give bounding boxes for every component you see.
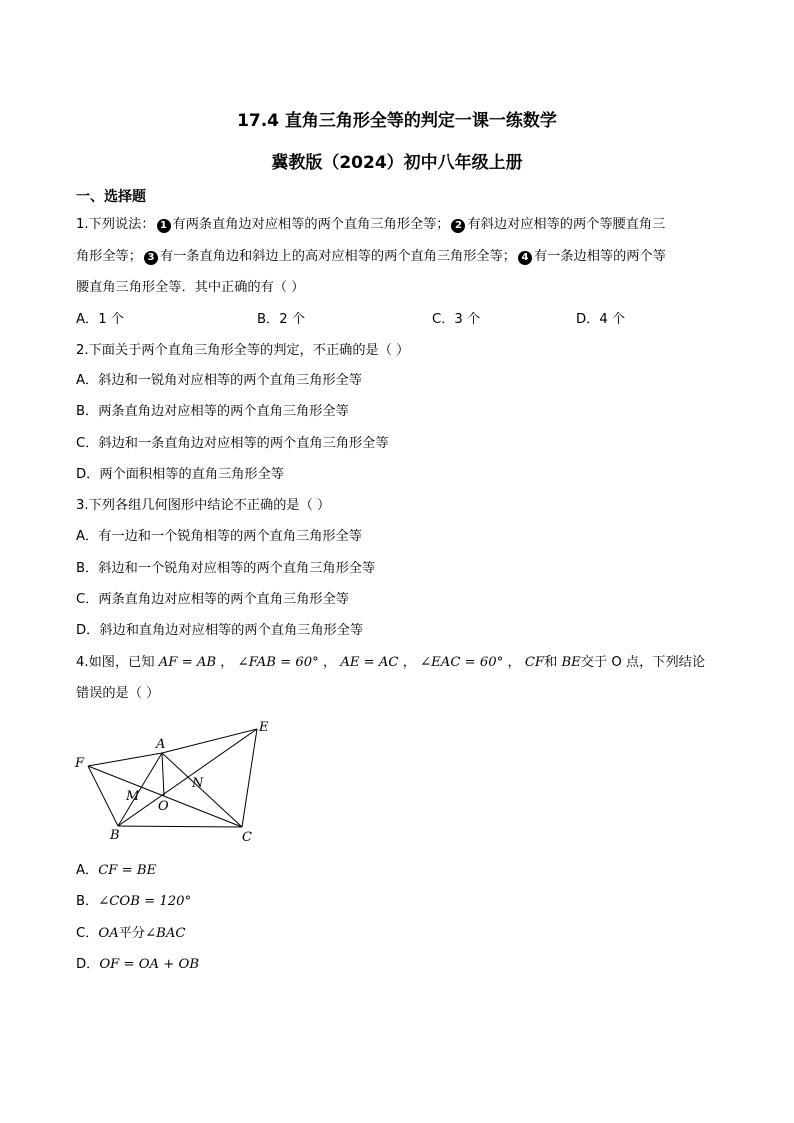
q4-option-a-math: CF = BE xyxy=(98,863,157,878)
segment-fb xyxy=(88,766,118,826)
q4-sep-1: ， xyxy=(220,655,234,670)
label-e: E xyxy=(259,720,269,735)
question-4-stem-line-2: 错误的是（ ） xyxy=(76,686,160,701)
question-1-line-3: 腰直角三角形全等．其中正确的有（ ） xyxy=(76,280,305,295)
q3-option-d[interactable]: D．斜边和直角边对应相等的两个直角三角形全等 xyxy=(76,623,364,638)
segment-fc xyxy=(88,766,242,827)
question-1-line-1 xyxy=(76,216,665,234)
q4-option-d-prefix: D． xyxy=(76,957,100,972)
q2-option-d[interactable]: D．两个面积相等的直角三角形全等 xyxy=(76,467,284,482)
q4-stem-suffix: 交于 O 点，下列结论 xyxy=(580,655,706,670)
q4-stem-prefix: 4.如图，已知 xyxy=(76,655,155,670)
segment-be xyxy=(118,729,257,826)
q4-sep-2: ， xyxy=(322,655,337,670)
q4-option-c-math-2: ∠BAC xyxy=(145,926,186,941)
circled-number-1: 1 xyxy=(157,219,171,233)
q4-math-5: CF xyxy=(524,655,545,670)
segment-ec xyxy=(242,729,257,827)
q4-math-1: AF = AB xyxy=(158,655,217,670)
q1-prefix: 1.下列说法： xyxy=(76,217,155,232)
circled-number-3: 3 xyxy=(144,251,158,265)
q4-option-b-math: ∠COB = 120° xyxy=(98,894,192,909)
circled-number-2: 2 xyxy=(451,219,465,233)
q4-option-d[interactable] xyxy=(76,956,199,974)
q3-option-c[interactable]: C．两条直角边对应相等的两个直角三角形全等 xyxy=(76,592,349,607)
label-a: A xyxy=(156,737,166,752)
q4-sep-4: ， xyxy=(507,655,521,670)
section-heading: 一、选择题 xyxy=(76,189,146,205)
q4-and: 和 xyxy=(544,655,558,670)
q4-option-d-math: OF = OA + OB xyxy=(99,957,200,972)
label-f: F xyxy=(75,756,85,771)
label-b: B xyxy=(110,828,120,843)
q4-option-c-prefix: C． xyxy=(76,926,99,941)
q1-option-c[interactable]: C．3 个 xyxy=(432,312,481,327)
geometry-figure xyxy=(70,715,290,845)
q4-option-b[interactable] xyxy=(76,893,191,911)
segment-ao xyxy=(162,753,164,796)
q1-statement-1: 有两条直角边对应相等的两个直角三角形全等； xyxy=(172,217,450,232)
q1-option-b[interactable]: B．2 个 xyxy=(257,312,306,327)
q4-sep-3: ， xyxy=(402,655,416,670)
label-c: C xyxy=(242,830,252,845)
q4-option-c-math: OA xyxy=(98,926,119,941)
q4-math-3: AE = AC xyxy=(340,655,399,670)
page-title: 17.4 直角三角形全等的判定一课一练数学 xyxy=(237,111,557,131)
q1-statement-4: 有一条边相等的两个等 xyxy=(534,249,666,264)
segment-ab xyxy=(118,753,162,826)
segment-bc xyxy=(118,826,242,827)
q4-option-a[interactable] xyxy=(76,862,156,880)
question-2-stem: 2.下面关于两个直角三角形全等的判定，不正确的是（ ） xyxy=(76,343,410,358)
question-4-stem-line-1 xyxy=(76,654,705,672)
label-o: O xyxy=(158,799,169,814)
q1-statement-3: 有一条直角边和斜边上的高对应相等的两个直角三角形全等； xyxy=(159,249,516,264)
q4-option-c-suffix: 平分 xyxy=(118,926,146,941)
q3-option-a[interactable]: A．有一边和一个锐角相等的两个直角三角形全等 xyxy=(76,529,362,544)
q2-option-c[interactable]: C．斜边和一条直角边对应相等的两个直角三角形全等 xyxy=(76,436,389,451)
q1-statement-2: 有斜边对应相等的两个等腰直角三 xyxy=(467,217,666,232)
circled-number-4: 4 xyxy=(518,251,532,265)
label-m: M xyxy=(126,789,140,804)
q1-option-a[interactable]: A．1 个 xyxy=(76,312,124,327)
q2-option-a[interactable]: A．斜边和一锐角对应相等的两个直角三角形全等 xyxy=(76,373,362,388)
q3-option-b[interactable]: B．斜边和一个锐角对应相等的两个直角三角形全等 xyxy=(76,561,376,576)
q4-math-4: ∠EAC = 60° xyxy=(420,655,504,670)
q4-math-2: ∠FAB = 60° xyxy=(237,655,319,670)
segment-ae xyxy=(162,729,257,753)
segment-fa xyxy=(88,753,162,766)
q4-math-6: BE xyxy=(561,655,581,670)
q4-option-a-prefix: A． xyxy=(76,863,99,878)
q1-line2-pre: 角形全等； xyxy=(76,249,142,264)
q4-option-b-prefix: B． xyxy=(76,894,99,909)
q1-option-d[interactable]: D．4 个 xyxy=(576,312,626,327)
question-1-line-2 xyxy=(76,248,666,266)
page-subtitle: 冀教版（2024）初中八年级上册 xyxy=(271,153,523,173)
label-n: N xyxy=(192,776,204,791)
question-3-stem: 3.下列各组几何图形中结论不正确的是（ ） xyxy=(76,498,331,513)
q2-option-b[interactable]: B．两条直角边对应相等的两个直角三角形全等 xyxy=(76,404,349,419)
q4-option-c[interactable] xyxy=(76,925,185,943)
